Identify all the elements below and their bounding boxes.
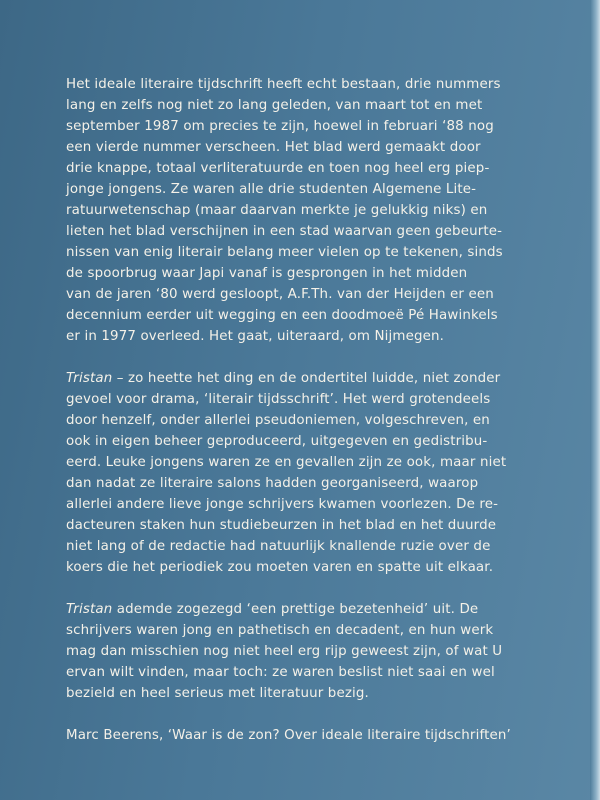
text-line: dan nadat ze literaire salons hadden georganiseerd, waarop bbox=[66, 476, 479, 491]
attribution: Marc Beerens, ‘Waar is de zon? Over ideale literaire tijdschriften’ bbox=[66, 728, 511, 743]
italic-title: Tristan bbox=[66, 602, 113, 617]
text-line: koers die het periodiek zou moeten varen en spatte uit elkaar. bbox=[66, 560, 494, 575]
text-line: dacteuren staken hun studiebeurzen in het blad en het duurde bbox=[66, 518, 497, 533]
text-line: mag dan misschien nog niet heel erg rijp geweest zijn, of wat U bbox=[66, 644, 503, 659]
text-line bbox=[66, 599, 586, 620]
text-line: lieten het blad verschijnen in een stad waarvan geen gebeurte- bbox=[66, 224, 503, 239]
italic-title: Tristan bbox=[66, 371, 113, 386]
text-line: van de jaren ‘80 werd gesloopt, A.F.Th. van der Heijden er een bbox=[66, 287, 494, 302]
text-fragment: – zo heette het ding en de ondertitel luidde, niet zonder bbox=[112, 371, 501, 386]
text-line: ratuurwetenschap (maar daarvan merkte je gelukkig niks) en bbox=[66, 203, 488, 218]
text-line: allerlei andere lieve jonge schrijvers kwamen voorlezen. De re- bbox=[66, 497, 499, 512]
paragraph-gap bbox=[66, 578, 586, 599]
text-line: ook in eigen beheer geproduceerd, uitgegeven en gedistribu- bbox=[66, 434, 488, 449]
text-line: een vierde nummer verscheen. Het blad werd gemaakt door bbox=[66, 140, 481, 155]
paragraph-1 bbox=[66, 74, 586, 347]
text-line: drie knappe, totaal verliteratuurde en toen nog heel erg piep- bbox=[66, 161, 490, 176]
text-line: er in 1977 overleed. Het gaat, uiteraard, om Nijmegen. bbox=[66, 329, 445, 344]
text-line: Het ideale literaire tijdschrift heeft echt bestaan, drie nummers bbox=[66, 77, 501, 92]
text-line: niet lang of de redactie had natuurlijk knallende ruzie over de bbox=[66, 539, 491, 554]
text-line: eerd. Leuke jongens waren ze en gevallen zijn ze ook, maar niet bbox=[66, 455, 507, 470]
text-line: bezield en heel serieus met literatuur bezig. bbox=[66, 686, 369, 701]
text-fragment: ademde zogezegd ‘een prettige bezetenheid’ uit. De bbox=[112, 602, 479, 617]
text-line: door henzelf, onder allerlei pseudoniemen, volgeschreven, en bbox=[66, 413, 490, 428]
paper-edge bbox=[590, 0, 600, 800]
text-line: ervan wilt vinden, maar toch: ze waren beslist niet saai en wel bbox=[66, 665, 495, 680]
text-line: de spoorbrug waar Japi vanaf is gesprongen in het midden bbox=[66, 266, 468, 281]
text-block bbox=[66, 74, 586, 746]
paragraph-2 bbox=[66, 368, 586, 578]
paragraph-gap bbox=[66, 347, 586, 368]
paragraph-gap bbox=[66, 704, 586, 725]
text-line: september 1987 om precies te zijn, hoewel in februari ‘88 nog bbox=[66, 119, 494, 134]
text-line: lang en zelfs nog niet zo lang geleden, van maart tot en met bbox=[66, 98, 483, 113]
text-line: decennium eerder uit wegging en een doodmoeë Pé Hawinkels bbox=[66, 308, 498, 323]
text-line: schrijvers waren jong en pathetisch en decadent, en hun werk bbox=[66, 623, 494, 638]
text-line: jonge jongens. Ze waren alle drie studenten Algemene Lite- bbox=[66, 182, 477, 197]
paragraph-3 bbox=[66, 599, 586, 704]
text-line: gevoel voor drama, ‘literair tijdsschrift’. Het werd grotendeels bbox=[66, 392, 491, 407]
text-line bbox=[66, 368, 586, 389]
text-line: nissen van enig literair belang meer vielen op te tekenen, sinds bbox=[66, 245, 503, 260]
